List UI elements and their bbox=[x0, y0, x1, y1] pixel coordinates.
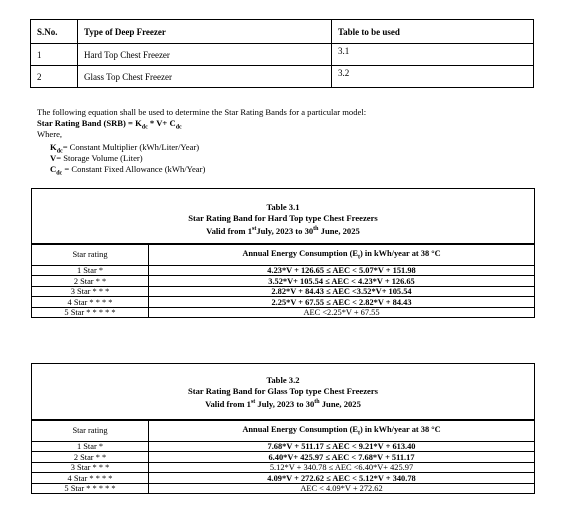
table-caption: Table 3.1 Star Rating Band for Hard Top type Chest Freezers Valid from 1stJuly, 2023 to 30th June, 2025 bbox=[32, 189, 534, 244]
cell-range: AEC < 4.09*V + 272.62 bbox=[149, 483, 535, 493]
cell-star: 3 Star * * * bbox=[32, 462, 149, 473]
col-header-sno: S.No. bbox=[31, 20, 78, 44]
star-band-table bbox=[32, 244, 534, 318]
cell-star: 1 Star * bbox=[32, 441, 149, 452]
cell-star: 2 Star * * bbox=[32, 276, 149, 287]
cell-sno: 2 bbox=[31, 66, 78, 88]
cell-range: 4.23*V + 126.65 ≤ AEC < 5.07*V + 151.98 bbox=[149, 265, 535, 276]
definition-cdc: $C_{dc}$ = Constant Fixed Allowance (kWh/Year) bbox=[50, 164, 206, 177]
col-header-star-rating: Star rating bbox=[32, 244, 149, 265]
table-row bbox=[32, 441, 534, 452]
table-row bbox=[32, 462, 534, 473]
table-row bbox=[32, 297, 534, 308]
cell-star: 5 Star * * * * * bbox=[32, 307, 149, 317]
table-row bbox=[32, 286, 534, 297]
table-row bbox=[32, 276, 534, 287]
cell-range: 5.12*V + 340.78 ≤ AEC <6.40*V+ 425.97 bbox=[149, 462, 535, 473]
equation-where: Where, bbox=[37, 129, 63, 139]
cell-star: 5 Star * * * * * bbox=[32, 483, 149, 493]
cell-range: 2.82*V + 84.43 ≤ AEC <3.52*V+ 105.54 bbox=[149, 286, 535, 297]
table-row bbox=[31, 66, 534, 88]
table-header-row bbox=[31, 20, 534, 44]
cell-table: 3.1 bbox=[332, 44, 534, 66]
col-header-type: Type of Deep Freezer bbox=[78, 20, 332, 44]
table-row bbox=[32, 265, 534, 276]
cell-sno: 1 bbox=[31, 44, 78, 66]
table-header-row bbox=[32, 244, 534, 265]
star-band-table bbox=[32, 420, 534, 494]
definition-kdc: $K_{dc}=$ Constant Multiplier (kWh/Liter/Year) bbox=[50, 142, 200, 155]
star-rating-table-3-2 bbox=[31, 363, 535, 494]
cell-star: 3 Star * * * bbox=[32, 286, 149, 297]
equation-intro: The following equation shall be used to determine the Star Rating Bands for a particular model: bbox=[37, 107, 367, 117]
cell-range: 7.68*V + 511.17 ≤ AEC < 9.21*V + 613.40 bbox=[149, 441, 535, 452]
star-rating-table-3-1 bbox=[31, 188, 535, 318]
cell-range: 6.40*V+ 425.97 ≤ AEC < 7.68*V + 511.17 bbox=[149, 452, 535, 463]
table-row bbox=[32, 452, 534, 463]
cell-star: 4 Star * * * * bbox=[32, 473, 149, 484]
cell-star: 1 Star * bbox=[32, 265, 149, 276]
col-header-energy: Annual Energy Consumption $(E_t)$ in kWh/year at 38 °C bbox=[149, 420, 535, 441]
cell-table: 3.2 bbox=[332, 66, 534, 88]
table-row bbox=[32, 483, 534, 493]
col-header-energy: Annual Energy Consumption $(E_t)$ in kWh/year at 38 °C bbox=[149, 244, 535, 265]
equation-formula: Star Rating Band $(SRB) = K_{dc} * V+ C_{dc}$ bbox=[37, 118, 182, 131]
table-row bbox=[32, 473, 534, 484]
cell-type: Hard Top Chest Freezer bbox=[78, 44, 332, 66]
cell-range: 4.09*V + 272.62 ≤ AEC < 5.12*V + 340.78 bbox=[149, 473, 535, 484]
cell-range: AEC <2.25*V + 67.55 bbox=[149, 307, 535, 317]
definition-v: V= Storage Volume (Liter) bbox=[50, 153, 143, 163]
col-header-star-rating: Star rating bbox=[32, 420, 149, 441]
cell-star: 4 Star * * * * bbox=[32, 297, 149, 308]
cell-star: 2 Star * * bbox=[32, 452, 149, 463]
col-header-table: Table to be used bbox=[332, 20, 534, 44]
cell-range: 2.25*V + 67.55 ≤ AEC < 2.82*V + 84.43 bbox=[149, 297, 535, 308]
freezer-type-table bbox=[30, 19, 534, 88]
table-row bbox=[32, 307, 534, 317]
cell-range: 3.52*V+ 105.54 ≤ AEC < 4.23*V + 126.65 bbox=[149, 276, 535, 287]
table-row bbox=[31, 44, 534, 66]
table-header-row bbox=[32, 420, 534, 441]
cell-type: Glass Top Chest Freezer bbox=[78, 66, 332, 88]
table-caption: Table 3.2 Star Rating Band for Glass Top type Chest Freezers Valid from 1st July, 2023 to 30th June, 2025 bbox=[32, 364, 534, 420]
